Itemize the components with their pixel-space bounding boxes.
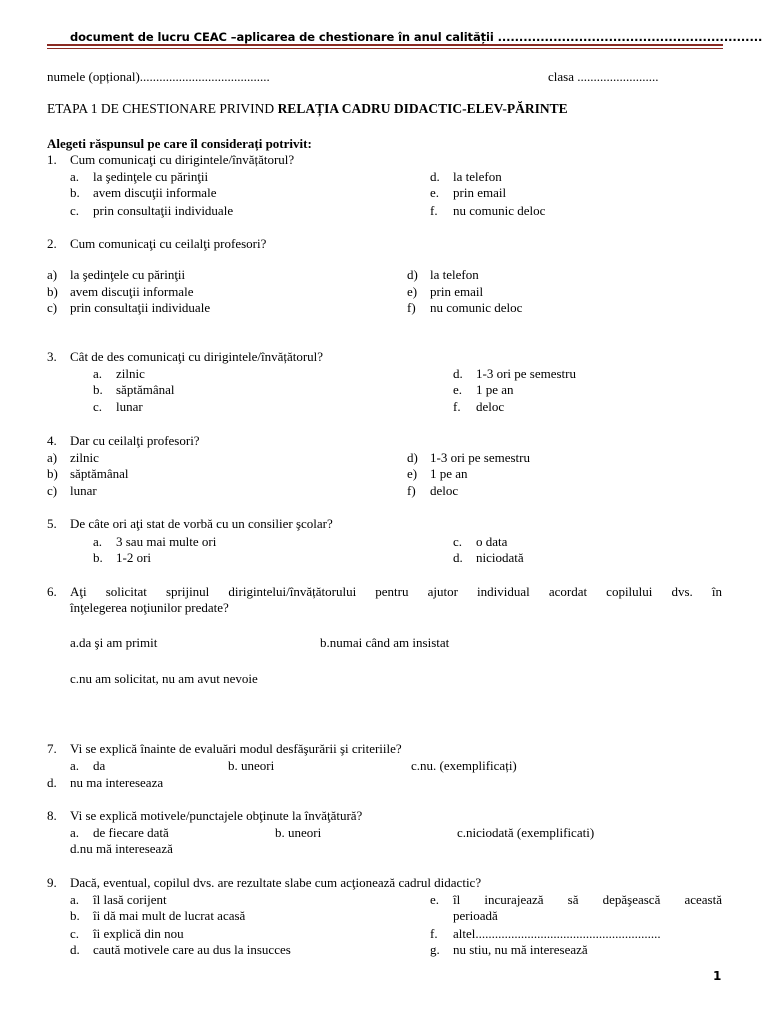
option-text: la telefon (453, 169, 502, 184)
option-text: nu comunic deloc (430, 300, 523, 315)
option-letter: d. (453, 366, 463, 381)
option-text: nu ma intereseaza (70, 775, 164, 790)
option-text: nu stiu, nu mă interesează (453, 942, 588, 957)
option-text: deloc (430, 483, 459, 498)
option-text: o data (476, 534, 508, 549)
option-letter: c) (47, 483, 58, 498)
option-text: c.nu. (exemplificați) (411, 758, 517, 773)
option-letter: a. (70, 169, 80, 184)
option-letter: a) (47, 267, 58, 282)
option-letter: a. (70, 758, 80, 773)
option-text: la telefon (430, 267, 479, 282)
option-letter: a. (93, 534, 103, 549)
option-letter: b. (93, 382, 103, 397)
page-number: 1 (713, 969, 722, 983)
option-letter: b) (47, 284, 58, 299)
option-text: lunar (70, 483, 97, 498)
header-rule-thin (47, 48, 723, 49)
question-text: Vi se explică motivele/punctajele obţinute la învăţătură? (70, 808, 363, 823)
option-text: săptămânal (70, 466, 129, 481)
option-text: b. uneori (275, 825, 322, 840)
question-number: 6. (47, 584, 57, 599)
question-number: 7. (47, 741, 57, 756)
option-text: lunar (116, 399, 143, 414)
option-letter: a. (70, 825, 80, 840)
title-prefix: ETAPA 1 DE CHESTIONARE PRIVIND (47, 101, 278, 116)
option-text: 1-2 ori (116, 550, 152, 565)
question-text: De câte ori aţi stat de vorbă cu un consilier şcolar? (70, 516, 333, 531)
header-rule (47, 44, 723, 46)
question-number: 1. (47, 152, 57, 167)
document-header: document de lucru CEAC –aplicarea de chestionare în anul calității .............................................................. (70, 30, 763, 44)
option-letter: f) (407, 483, 416, 498)
option-letter: a. (93, 366, 103, 381)
option-text: caută motivele care au dus la insucces (93, 942, 291, 957)
option-letter: d) (407, 450, 418, 465)
option-text: b. uneori (228, 758, 275, 773)
option-letter: g. (430, 942, 440, 957)
question-number: 3. (47, 349, 57, 364)
option-letter: f) (407, 300, 416, 315)
question-text: Cât de des comunicaţi cu dirigintele/învățătorul? (70, 349, 324, 364)
option-text: avem discuţii informale (93, 185, 217, 200)
option-letter: e. (453, 382, 463, 397)
option-letter: a) (47, 450, 58, 465)
question-text: Dar cu ceilalţi profesori? (70, 433, 200, 448)
option-text: d.nu mă interesează (70, 841, 173, 856)
option-letter: d. (47, 775, 57, 790)
option-letter: f. (430, 926, 438, 941)
option-text: îi explică din nou (93, 926, 184, 941)
option-text: 1 pe an (430, 466, 468, 481)
option-letter: e. (430, 892, 440, 907)
question-number: 9. (47, 875, 57, 890)
option-text: 1-3 ori pe semestru (430, 450, 531, 465)
option-text: prin email (430, 284, 484, 299)
option-text: a.da şi am primit (70, 635, 158, 650)
page-title (47, 101, 568, 117)
option-text: 3 sau mai multe ori (116, 534, 217, 549)
question-number: 4. (47, 433, 57, 448)
option-letter: b) (47, 466, 58, 481)
option-text: c.niciodată (exemplificati) (457, 825, 595, 840)
option-letter: b. (93, 550, 103, 565)
class-field: clasa ......................... (548, 69, 659, 84)
option-letter: c. (70, 203, 80, 218)
option-text: prin consultaţii individuale (70, 300, 211, 315)
title-emphasis: RELAȚIA CADRU DIDACTIC-ELEV-PĂRINTE (277, 101, 568, 116)
question-text: Aţi solicitat sprijinul dirigintelui/învățătorului pentru ajutor individual acordat copilului dvs. în (70, 584, 722, 599)
option-text: săptămânal (116, 382, 175, 397)
option-letter: f. (430, 203, 438, 218)
option-text: zilnic (116, 366, 145, 381)
question-text: Dacă, eventual, copilul dvs. are rezultate slabe cum acţionează cadrul didactic? (70, 875, 482, 890)
option-letter: c) (47, 300, 58, 315)
option-text: da (93, 758, 106, 773)
question-text: Vi se explică înainte de evaluări modul desfăşurării şi criteriile? (70, 741, 402, 756)
option-letter: e. (430, 185, 440, 200)
instruction: Alegeti răspunsul pe care îl considerați potrivit: (47, 136, 312, 151)
option-letter: f. (453, 399, 461, 414)
option-letter: c. (70, 926, 80, 941)
option-letter: c. (453, 534, 463, 549)
option-letter: d. (70, 942, 80, 957)
option-text: 1 pe an (476, 382, 514, 397)
option-letter: e) (407, 284, 418, 299)
question-number: 2. (47, 236, 57, 251)
option-text-cont: perioadă (453, 908, 498, 923)
option-letter: b. (70, 908, 80, 923)
option-text: îi dă mai mult de lucrat acasă (93, 908, 246, 923)
question-text: Cum comunicaţi cu ceilalţi profesori? (70, 236, 267, 251)
option-text: avem discuţii informale (70, 284, 194, 299)
option-letter: d) (407, 267, 418, 282)
option-letter: e) (407, 466, 418, 481)
question-number: 5. (47, 516, 57, 531)
question-text: Cum comunicaţi cu dirigintele/învățătorul? (70, 152, 295, 167)
option-text: îl lasă corijent (93, 892, 167, 907)
option-text: prin email (453, 185, 507, 200)
option-text: prin consultaţii individuale (93, 203, 234, 218)
option-text: nu comunic deloc (453, 203, 546, 218)
option-letter: b. (70, 185, 80, 200)
option-text: b.numai când am insistat (320, 635, 450, 650)
option-letter: c. (93, 399, 103, 414)
option-text: niciodată (476, 550, 524, 565)
question-text-cont: înţelegerea noţiunilor predate? (70, 600, 229, 615)
option-letter: a. (70, 892, 80, 907)
option-text: la şedinţele cu părinţii (70, 267, 186, 282)
name-field: numele (opțional)........................................ (47, 69, 270, 84)
option-text: c.nu am solicitat, nu am avut nevoie (70, 671, 258, 686)
option-text: de fiecare dată (93, 825, 169, 840)
option-letter: d. (430, 169, 440, 184)
option-text: altel......................................................... (453, 926, 661, 941)
option-text: îl incurajează să depăşească această (453, 892, 722, 907)
option-text: deloc (476, 399, 505, 414)
option-text: zilnic (70, 450, 99, 465)
option-letter: d. (453, 550, 463, 565)
option-text: la şedinţele cu părinţii (93, 169, 209, 184)
question-number: 8. (47, 808, 57, 823)
option-text: 1-3 ori pe semestru (476, 366, 577, 381)
